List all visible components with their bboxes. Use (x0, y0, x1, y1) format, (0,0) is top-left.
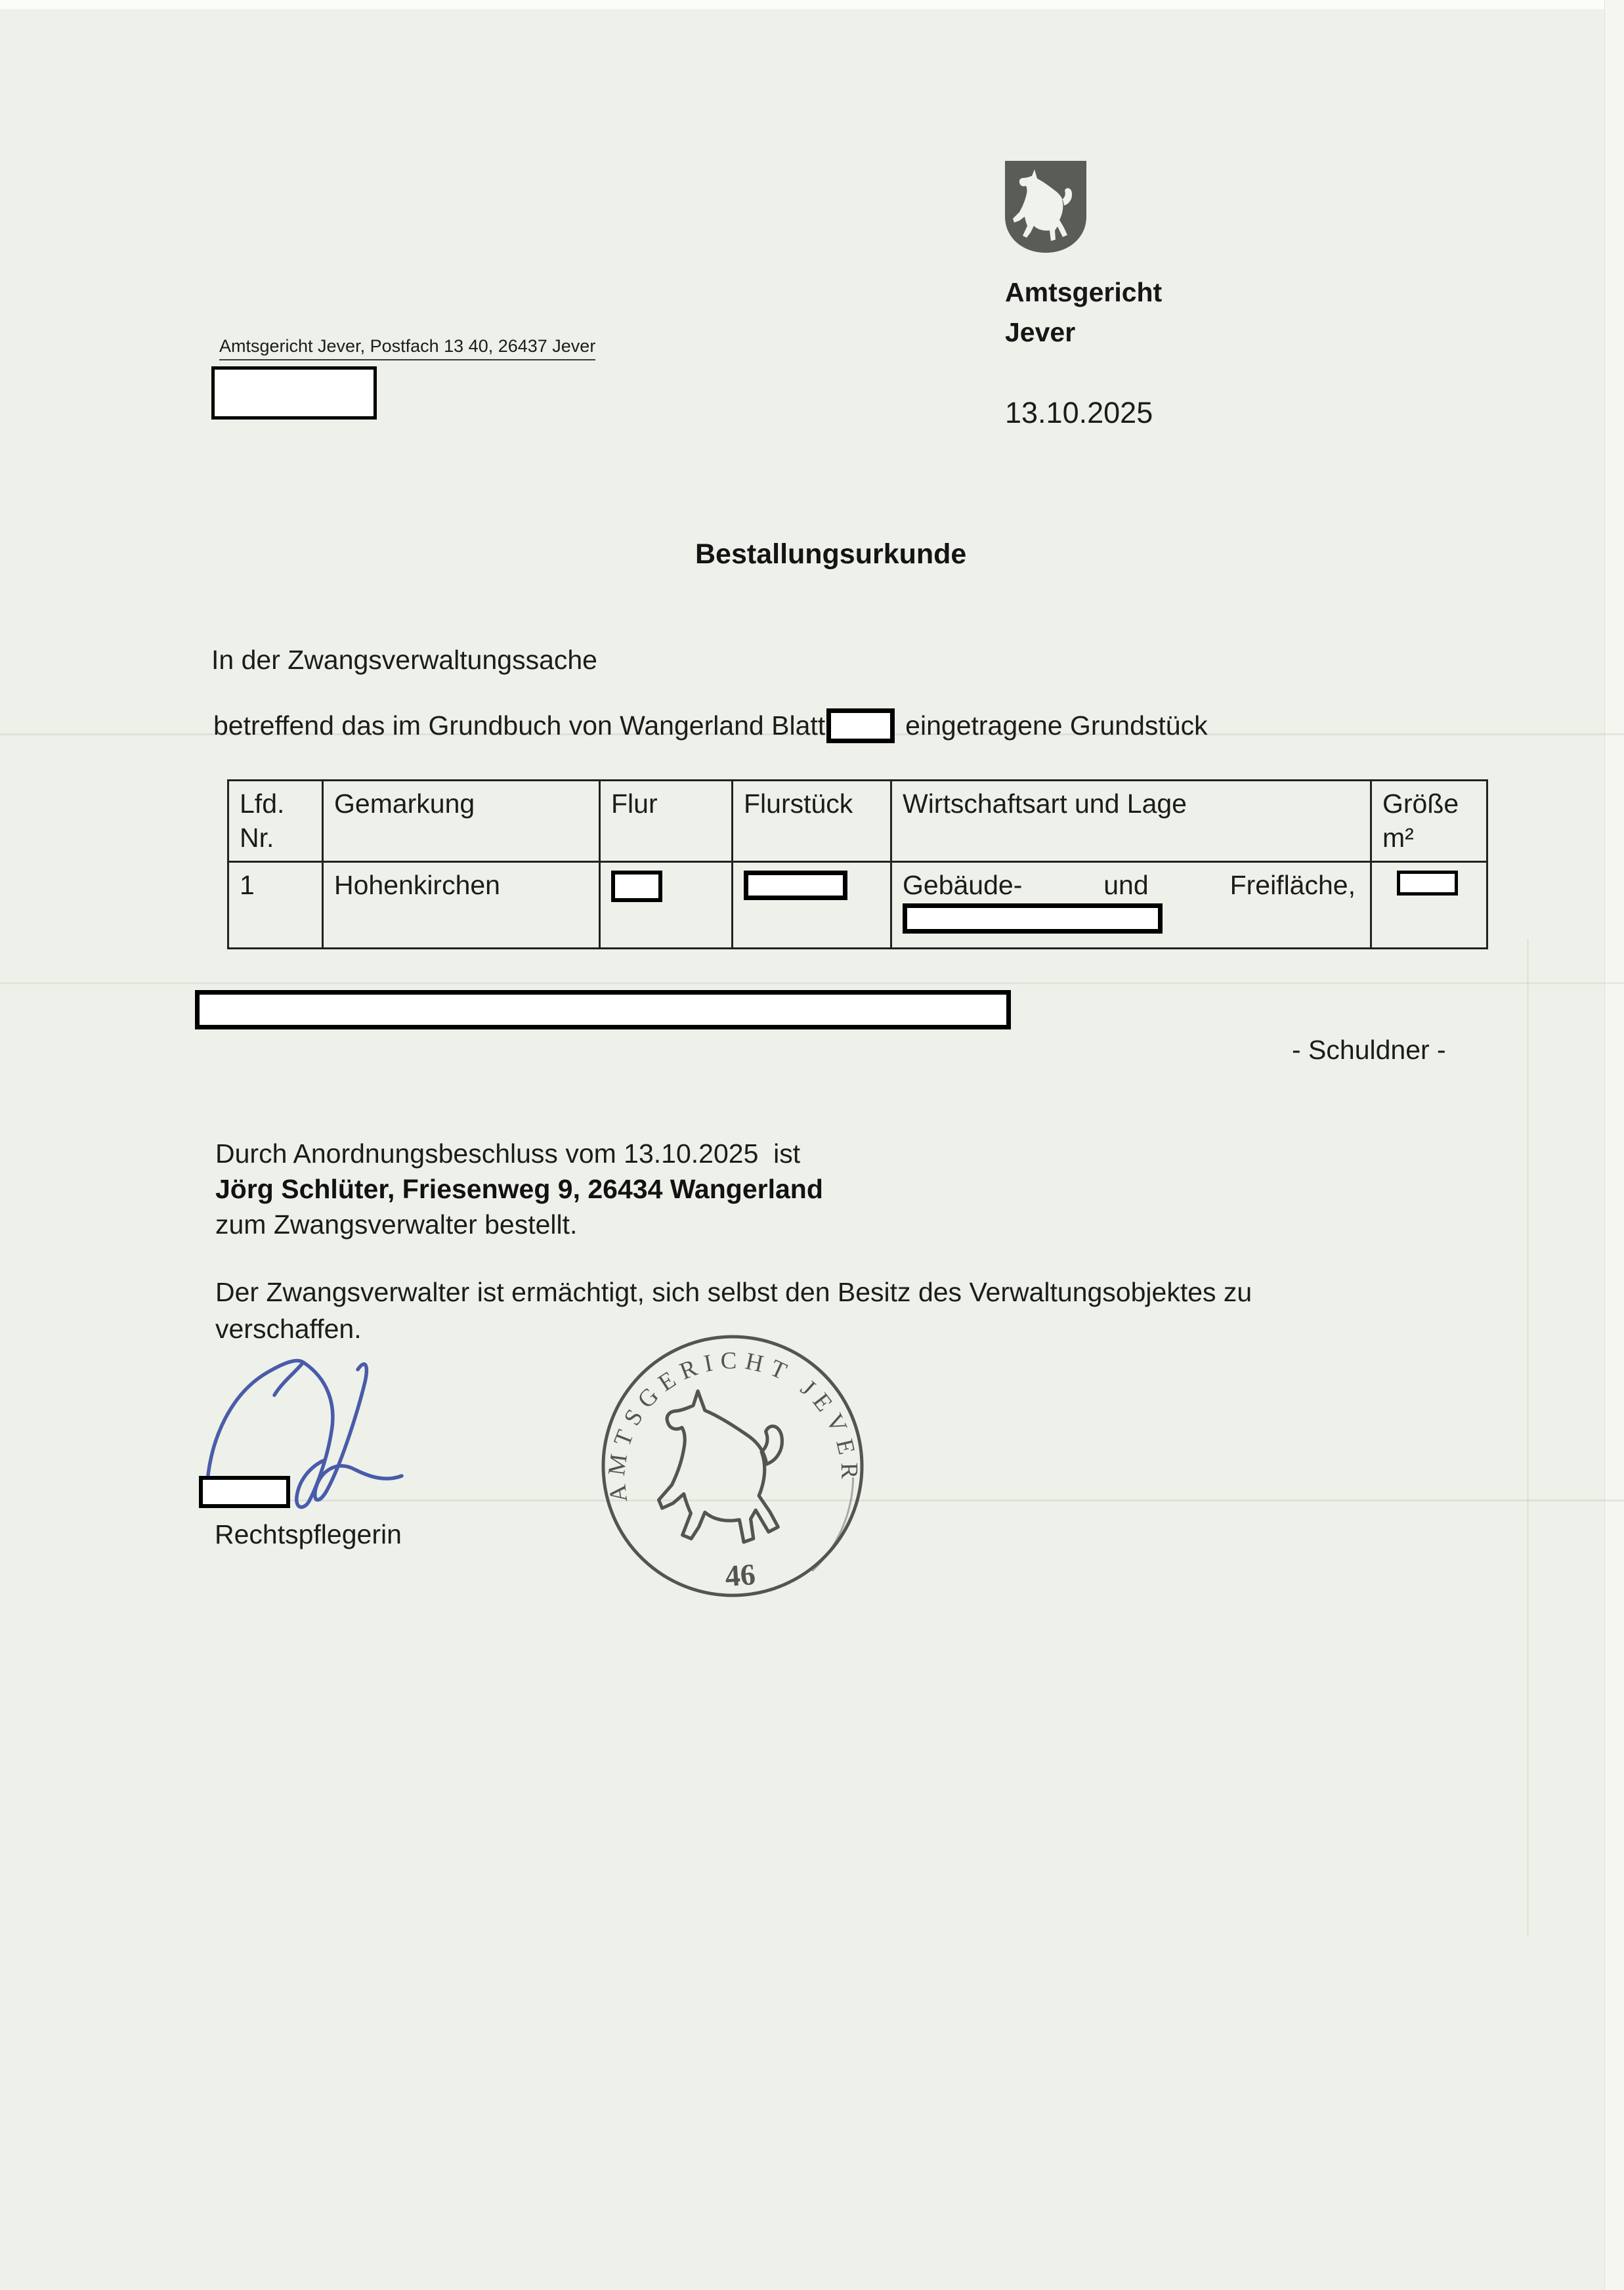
paper-crease (1527, 939, 1529, 1937)
cell-groesse (1371, 861, 1487, 948)
property-table (227, 779, 1488, 949)
redaction-box-signer-name (199, 1476, 290, 1508)
svg-text:AMTSGERICHT JEVER (595, 1338, 864, 1503)
stamp-number: 46 (723, 1557, 757, 1593)
cell-gemarkung: Hohenkirchen (323, 861, 600, 948)
appointment-line3: zum Zwangsverwalter bestellt. (215, 1209, 578, 1240)
redaction-box-lage (903, 903, 1163, 934)
wirtschaftsart-line (903, 868, 1359, 902)
authorization-line2: verschaffen. (215, 1314, 362, 1344)
document-title: Bestallungsurkunde (695, 538, 967, 570)
header-flurstueck: Flurstück (733, 781, 891, 862)
authorization-line1: Der Zwangsverwalter ist ermächtigt, sich selbst den Besitz des Verwaltungsobjektes zu (215, 1277, 1252, 1307)
appointment-administrator: Jörg Schlüter, Friesenweg 9, 26434 Wangerland (215, 1174, 823, 1204)
header-lfd-nr (228, 781, 323, 862)
header-lfd: Lfd. (240, 789, 285, 819)
cell-flur (600, 861, 733, 948)
scan-right-edge (1604, 0, 1624, 2290)
redaction-box-debtor-name (195, 990, 1011, 1029)
redaction-box-recipient (211, 366, 377, 420)
word-freiflaeche: Freifläche, (1229, 869, 1356, 900)
paper-crease (0, 982, 1624, 984)
cell-flurstueck (733, 861, 891, 948)
stamp-horse-outline (651, 1385, 789, 1547)
scan-top-edge (0, 0, 1624, 9)
header-groesse-unit: m² (1382, 823, 1414, 853)
header-flur: Flur (600, 781, 733, 862)
appointment-line1: Durch Anordnungsbeschluss vom 13.10.2025 ist (215, 1138, 801, 1169)
cell-wirtschaftsart (891, 861, 1371, 948)
intro-text-after: eingetragene Grundstück (905, 710, 1208, 741)
header-groesse (1371, 781, 1487, 862)
paper-crease (282, 1500, 1624, 1501)
intro-text-before: betreffend das im Grundbuch von Wangerland Blatt (213, 710, 826, 741)
signer-role: Rechtspflegerin (215, 1519, 402, 1549)
header-gemarkung: Gemarkung (323, 781, 600, 862)
redaction-box-flurstueck (744, 871, 847, 900)
header-nr: Nr. (240, 823, 274, 853)
table-header-row (228, 781, 1487, 862)
header-groesse-label: Größe (1382, 789, 1459, 819)
stamp-arc-text: AMTSGERICHT JEVER (603, 1347, 863, 1504)
cell-lfd-nr: 1 (228, 861, 323, 948)
table-data-row (228, 861, 1487, 948)
case-intro-line1: In der Zwangsverwaltungssache (211, 645, 597, 675)
court-seal-stamp (588, 1322, 877, 1610)
sender-address-line: Amtsgericht Jever, Postfach 13 40, 26437 Jever (219, 336, 595, 360)
redaction-box-groesse (1397, 871, 1458, 896)
header-wirtschaftsart: Wirtschaftsart und Lage (891, 781, 1371, 862)
word-gebaeude: Gebäude- (903, 869, 1023, 900)
debtor-label: - Schuldner - (1292, 1035, 1446, 1065)
document-date: 13.10.2025 (1005, 396, 1153, 429)
court-name-line2: Jever (1005, 317, 1076, 347)
redaction-box-blatt-number (826, 708, 895, 743)
case-intro-line2 (213, 708, 1208, 743)
word-und: und (1103, 869, 1149, 900)
redaction-box-flur (611, 871, 662, 902)
court-name-line1: Amtsgericht (1005, 277, 1163, 307)
lower-saxony-coat-of-arms-icon (1003, 159, 1088, 255)
